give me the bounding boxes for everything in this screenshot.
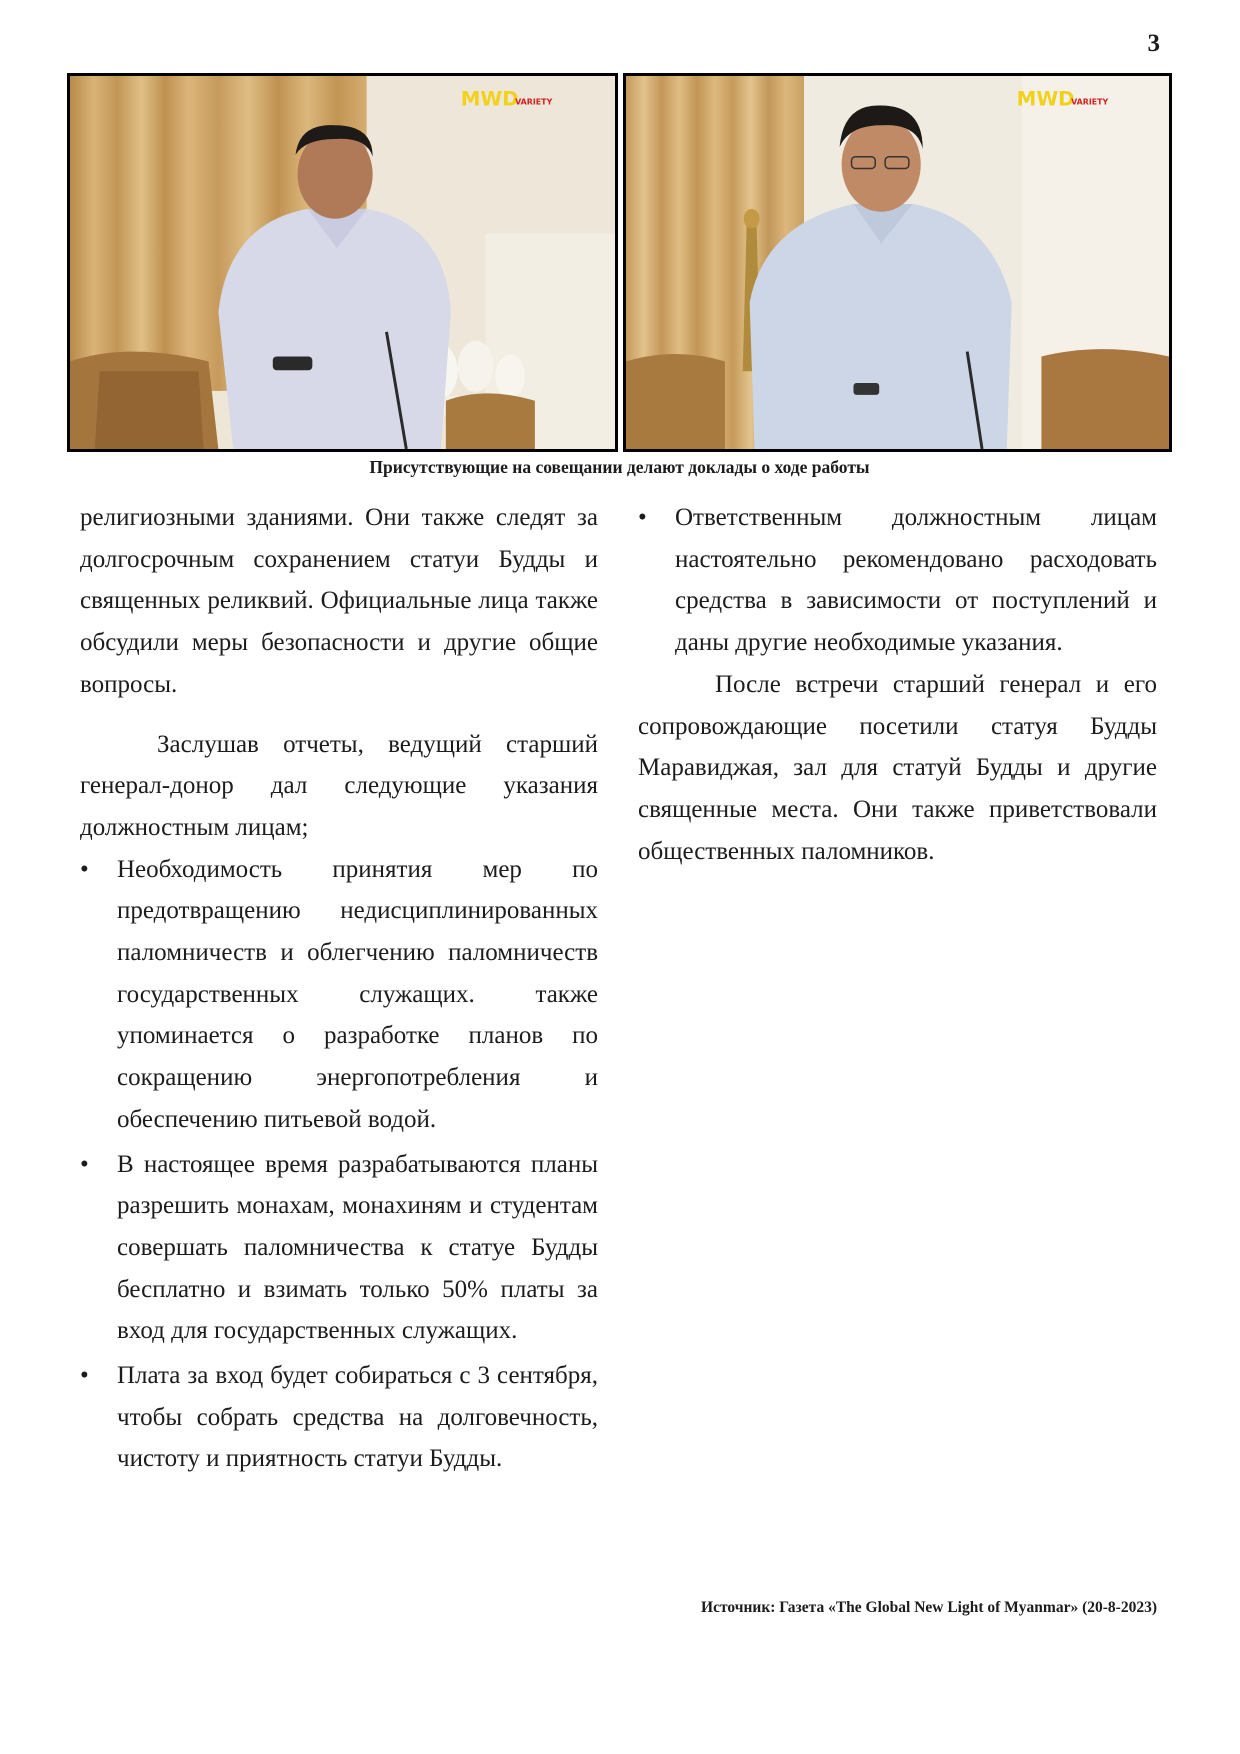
source-credit: Источник: Газета «The Global New Light of Myanmar» (20-8-2023) — [701, 1599, 1157, 1616]
bullet-icon: • — [638, 504, 647, 531]
bullet-icon: • — [80, 1150, 89, 1178]
photo-speaker-left — [70, 76, 615, 449]
list-item-text: В настоящее время разрабатываются планы разрешить монахам, монахиням и студентам совершать паломничества к статуе Будды бесплатно и взимать только 50% платы за вход для государственных служащих. — [117, 1150, 598, 1345]
watermark-logo: MWD — [460, 87, 519, 111]
watermark-logo: MWD — [1016, 87, 1075, 111]
article-paragraph: религиозными зданиями. Они также следят за долгосрочным сохранением статуи Будды и священных реликвий. Официальные лица также обсудили меры безопасности и другие общие вопросы. — [80, 504, 598, 698]
bullet-icon: • — [80, 855, 89, 883]
article-paragraph: Заслушав отчеты, ведущий старший генерал-донор дал следующие указания должностным лицам; — [80, 730, 598, 841]
page-number: 3 — [1147, 30, 1160, 57]
watermark-suffix: VARIETY — [515, 97, 553, 107]
photo-speaker-right — [626, 76, 1169, 449]
meeting-photo-right — [623, 73, 1172, 452]
list-item-text: Ответственным должностным лицам настоятельно рекомендовано расходовать средства в зависимости от поступлений и даны другие необходимые указания. — [675, 504, 1157, 657]
article-paragraph: После встречи старший генерал и его сопровождающие посетили статуя Будды Маравиджая, зал для статуй Будды и другие священные места. Они также приветствовали общественных паломников. — [638, 670, 1157, 865]
instructions-list — [80, 849, 598, 1481]
list-item — [80, 849, 598, 1141]
photo-caption: Присутствующие на совещании делают доклады о ходе работы — [369, 457, 870, 477]
article-column-right — [638, 497, 1157, 872]
meeting-photo-left — [67, 73, 618, 452]
article-column-left — [80, 497, 598, 1480]
list-item — [80, 1144, 598, 1353]
list-item-text: Необходимость принятия мер по предотвращению недисциплинированных паломничеств и облегчению паломничеств государственных служащих. также упоминается о разработке планов по сокращению энергопотребления и обеспечению питьевой водой. — [117, 855, 598, 1133]
bullet-icon: • — [80, 1362, 89, 1390]
list-item — [80, 1355, 598, 1480]
list-item — [638, 497, 1157, 664]
list-item-text: Плата за вход будет собираться с 3 сентября, чтобы собрать средства на долговечность, чистоту и приятность статуи Будды. — [117, 1362, 598, 1473]
instructions-list — [638, 497, 1157, 664]
watermark-suffix: VARIETY — [1071, 97, 1109, 107]
